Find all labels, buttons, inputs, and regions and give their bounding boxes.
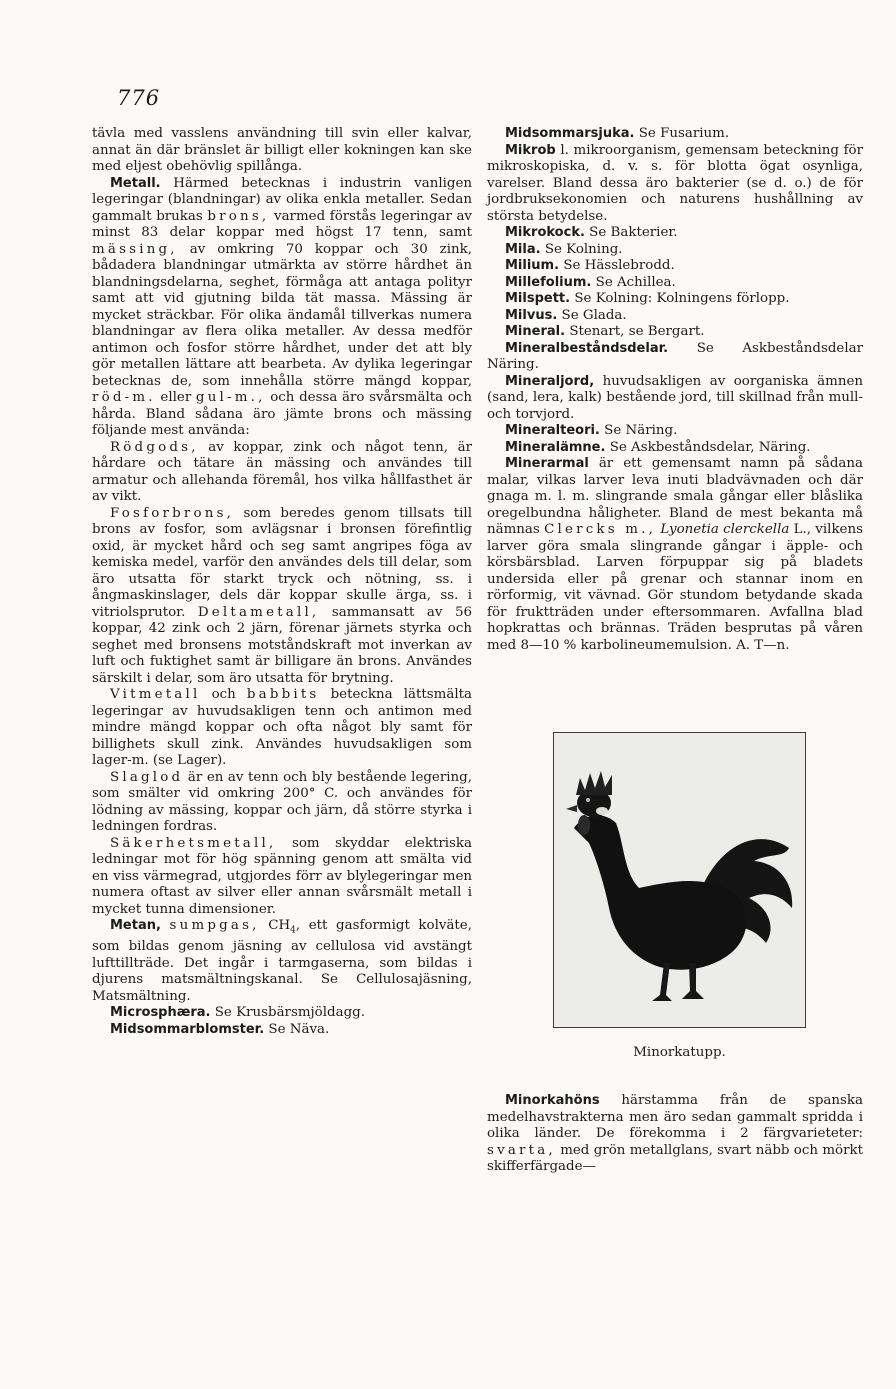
subentry-fosforbrons: Fosforbrons, som beredes genom tillsats till brons av fosfor, som avlägsnar i bronsen förefintlig oxid, är mycket hård och seg samt angripes föga av kemiska medel, varför den användes dels till delar, som äro utsatta för starkt tryck och nötning, ss. i ångmaskinslager, dels där koppar skulle ärga, ss. i vitriolsprutor. Deltametall, sammansatt av 56 koppar, 42 zink och 2 järn, förenar järnets styrka och seghet med bronsens motståndskraft mot inverkan av luft och fuktighet samt är billigare än brons. Användes särskilt i delar, som äro utsatta för brytning.: [92, 505, 472, 686]
page-number: 776: [117, 86, 161, 110]
entry-milspett: Milspett. Se Kolning: Kolningens förlopp.: [505, 291, 790, 306]
right-column-continued: [487, 1093, 863, 1176]
rooster-illustration: [553, 732, 806, 1028]
entry-milium: Milium. Se Hässlebrodd.: [505, 258, 675, 273]
entry-metan: Metan, sumpgas, $CH_4$, ett gasformigt kolväte, som bildas genom jäsning av cellulosa vid avstängt lufttillträde. Det ingår i tarmgaserna, som bildas i djurens matsmältningskanal. Se Cellulosajäsning, Matsmältning.: [92, 918, 472, 1004]
entry-headword: Microsphæra.: [110, 1005, 211, 1021]
entry-minerarmal: Minerarmal är ett gemensamt namn på sådana malar, vilkas larver leva inuti bladvävnaden och där gnaga m. l. m. slingrande smala gångar eller blåslika oregelbundna håligheter. Bland de mest bekanta må nämnas Clercks m., Lyonetia clerckella L., vilkens larver göra smala slingrande gångar i äpple- och körsbärsblad. Larven förpuppar sig på bladets undersida eller på grenar och stannar inom en rörformig, vit vävnad. Gör stundom betydande skada för fruktträden under eftersommaren. Avfallna blad hopkrattas och brännas. Träden besprutas på våren med 8—10 % karbolineumemulsion. A. T—n.: [487, 456, 863, 653]
entry-mineralteori: Mineralteori. Se Näring.: [505, 423, 678, 438]
entry-mineral: Mineral. Stenart, se Bergart.: [505, 324, 705, 339]
entry-midsommarblomster: Midsommarblomster. Se Näva.: [110, 1021, 330, 1037]
entry-headword: Metall.: [110, 175, 161, 191]
entry-milvus: Milvus. Se Glada.: [505, 307, 627, 323]
subentry-rodgods: Rödgods, av koppar, zink och något tenn, är hårdare och tätare än mässing och användes till armatur och allehanda föremål, hos vilka hållfasthet är av vikt.: [92, 439, 472, 504]
left-column: [92, 126, 472, 1038]
entry-mineralamne: Mineralämne. Se Askbeståndsdelar, Näring.: [505, 439, 811, 455]
entry-millefolium: Millefolium. Se Achillea.: [505, 274, 676, 290]
figure-caption: Minorkatupp.: [633, 1045, 726, 1060]
entry-headword: Midsommarblomster.: [110, 1021, 265, 1037]
entry-mikrokock: Mikrokock. Se Bakterier.: [505, 225, 678, 240]
rooster-icon: [554, 733, 806, 1028]
right-column: [487, 126, 863, 654]
entry-metall: Metall. Härmed betecknas i industrin vanligen legeringar (blandningar) av olika enkla metaller. Sedan gammalt brukas brons, varmed förstås legeringar av minst 83 delar koppar med högst 17 tenn, samt mässing, av omkring 70 koppar och 30 zink, bådadera blandningar utmärkta av större hårdhet än blandningsdelarna, seghet, förmåga att antaga polityr samt att vid gjutning bilda tät massa. Mässing är mycket sträckbar. För olika ändamål tillverkas numera blandningar av flera olika metaller. Av dessa medför antimon och fosfor större hårdhet, under det att bly gör metallen lättare att bearbeta. Av dylika legeringar betecknas de, som innehålla större mängd koppar, röd-m. eller gul-m., och dessa äro svårsmälta och hårda. Bland sådana äro jämte brons och mässing följande mest använda:: [92, 175, 473, 438]
subentry-vitmetall: Vitmetall och babbits beteckna lättsmälta legeringar av huvudsakligen tenn och antimon med mindre mängd koppar och ofta något bly samt för billighets skull zink. Användes huvudsakligen som lager-m. (se Lager).: [92, 687, 472, 768]
author-signature: A. T—n.: [736, 637, 790, 653]
subentry-sakerhetsmetall: Säkerhetsmetall, som skyddar elektriska ledningar mot för hög spänning genom att smälta vid en viss värmegrad, utgjordes förr av blylegeringar men numera oftast av silver eller annan svårsmält metall i mycket tunna dimensioner.: [92, 835, 472, 917]
entry-mineraljord: Mineraljord, huvudsakligen av oorganiska ämnen (sand, lera, kalk) bestående jord, till skillnad från mull- och torvjord.: [487, 373, 863, 422]
entry-mila: Mila. Se Kolning.: [505, 241, 623, 257]
entry-mikrob: Mikrob l. mikroorganism, gemensam beteckning för mikroskopiska, d. v. s. för blotta ögat osynliga, varelser. Bland dessa äro bakterier (se d. o.) de för jordbruksekonomien och naturens hushållning av största betydelse.: [487, 142, 863, 224]
subentry-slaglod: Slaglod är en av tenn och bly bestående legering, som smälter vid omkring 200° C. och användes för lödning av mässing, koppar och järn, då större styrka i ledningen fordras.: [92, 769, 472, 834]
entry-microsphaera: Microsphæra. Se Krusbärsmjöldagg.: [110, 1005, 365, 1021]
entry-mineralbestandsdelar: Mineralbeståndsdelar. Se Askbeståndsdelar Näring.: [487, 340, 863, 372]
paragraph-continuation: tävla med vasslens användning till svin eller kalvar, annat än där bränslet är billigt eller kokningen kan ske med eljest obehövlig spillånga.: [92, 126, 472, 174]
entry-midsommarsjuka: Midsommarsjuka. Se Fusarium.: [505, 126, 730, 141]
entry-minorkahons: Minorkahöns härstamma från de spanska medelhavstrakterna men äro sedan gammalt spridda i olika länder. De förekomma i 2 färgvarieteter: svarta, med grön metallglans, svart näbb och mörkt skifferfärgade—: [487, 1093, 863, 1174]
entry-headword: Metan,: [110, 918, 161, 933]
